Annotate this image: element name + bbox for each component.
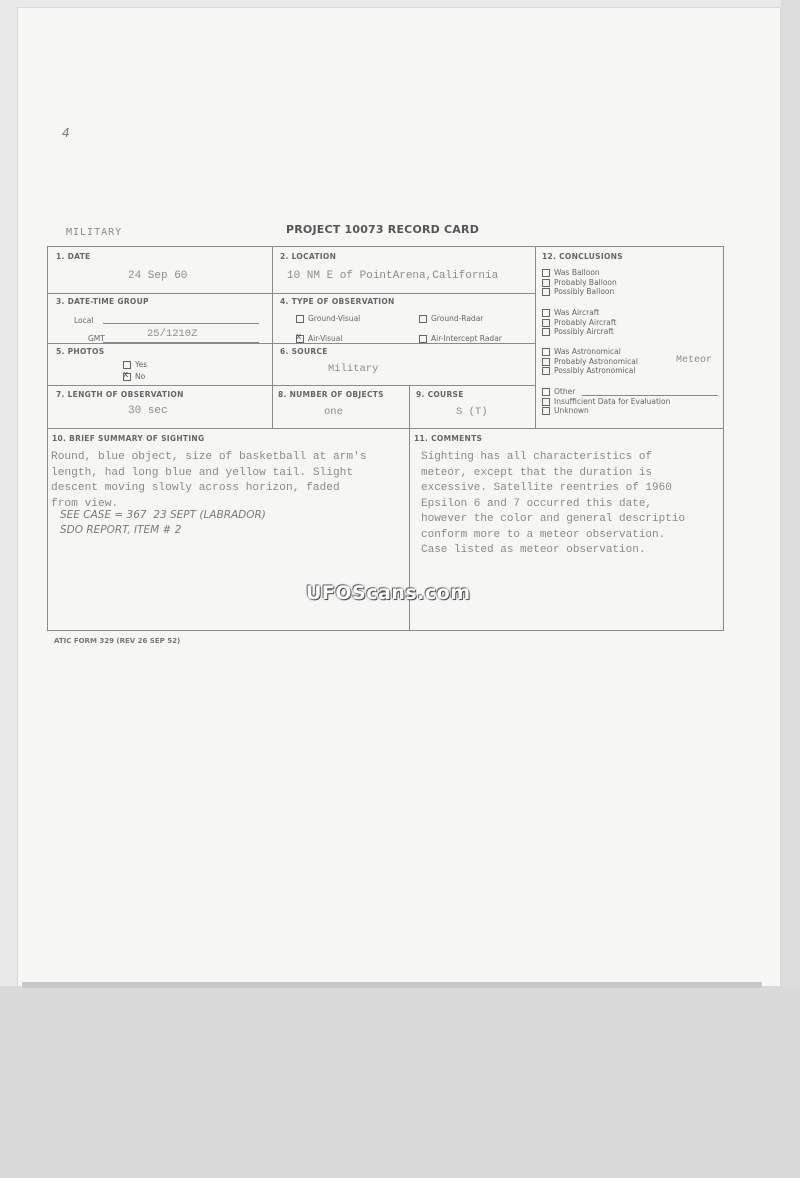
course-value: S (T) xyxy=(456,406,488,418)
course-label: 9. COURSE xyxy=(416,390,464,399)
dtg-label: 3. DATE-TIME GROUP xyxy=(56,297,149,306)
watermark: UFOScans.com xyxy=(306,582,471,604)
date-value: 24 Sep 60 xyxy=(128,270,188,282)
checkbox-icon xyxy=(542,288,550,296)
conclusion-option: Probably Astronomical xyxy=(542,357,638,367)
dtg-gmt-value: 25/1210Z xyxy=(147,328,198,340)
conclusion-option: Unknown xyxy=(542,406,670,416)
photos-no: x No xyxy=(123,370,146,381)
checkbox-icon xyxy=(419,335,427,343)
conclusion-option: Other xyxy=(542,387,670,397)
checkbox-icon xyxy=(542,269,550,277)
checkbox-icon xyxy=(542,388,550,396)
summary-text: Round, blue object, size of basketball at arm's length, had long blue and yellow tail. Slight descent moving slowly across horizon, faded from view. xyxy=(51,451,367,510)
conclusion-option: Probably Balloon xyxy=(542,278,617,288)
dtg-gmt-label: GMT xyxy=(88,334,105,343)
location-value: 10 NM E of PointArena,California xyxy=(287,270,499,282)
conclusion-annotation: Meteor xyxy=(676,355,713,366)
conclusions-balloon-group xyxy=(542,268,617,297)
checkbox-icon xyxy=(296,315,304,323)
classification-header: MILITARY xyxy=(66,227,123,238)
length-value: 30 sec xyxy=(128,405,168,417)
checkbox-icon xyxy=(542,398,550,406)
checkbox-icon xyxy=(542,309,550,317)
scan-background-bottom xyxy=(0,986,800,1178)
form-number: ATIC FORM 329 (REV 26 SEP 52) xyxy=(54,637,181,645)
dtg-local-field xyxy=(103,322,259,324)
objects-label: 8. NUMBER OF OBJECTS xyxy=(278,390,384,399)
comments-text: Sighting has all characteristics of meteor, except that the duration is excessive. Satellite reentries of 1960 Epsilon 6 and 7 occurred this date, however the color and general descriptio conform more to a meteor observation. Case listed as meteor observation. xyxy=(421,451,686,556)
length-label: 7. LENGTH OF OBSERVATION xyxy=(56,390,184,399)
conclusions-astronomical-group xyxy=(542,347,638,376)
checkbox-icon xyxy=(542,358,550,366)
obs-air-visual: x Air-Visual xyxy=(296,332,343,343)
checked-box-icon: x xyxy=(123,373,131,381)
conclusions-aircraft-group xyxy=(542,308,616,337)
card-title: PROJECT 10073 RECORD CARD xyxy=(286,223,480,236)
conclusions-label: 12. CONCLUSIONS xyxy=(542,252,623,261)
checkbox-icon xyxy=(419,315,427,323)
location-label: 2. LOCATION xyxy=(280,252,337,261)
sheet-bottom-edge xyxy=(22,982,762,988)
conclusion-option: Was Balloon xyxy=(542,268,617,278)
conclusion-option: Possibly Balloon xyxy=(542,287,617,297)
obs-ground-radar: Ground-Radar xyxy=(419,314,483,323)
conclusion-option: Was Astronomical xyxy=(542,347,638,357)
checked-box-icon: x xyxy=(296,335,304,343)
photos-label: 5. PHOTOS xyxy=(56,347,105,356)
source-label: 6. SOURCE xyxy=(280,347,328,356)
dtg-gmt-field xyxy=(103,341,259,343)
dtg-local-label: Local xyxy=(74,316,94,325)
date-label: 1. DATE xyxy=(56,252,91,261)
summary-label: 10. BRIEF SUMMARY OF SIGHTING xyxy=(52,434,205,443)
photos-yes: Yes xyxy=(123,360,147,369)
checkbox-icon xyxy=(542,319,550,327)
comments-label: 11. COMMENTS xyxy=(414,434,483,443)
objects-value: one xyxy=(324,406,343,418)
conclusion-option: Insufficient Data for Evaluation xyxy=(542,397,670,407)
observation-type-label: 4. TYPE OF OBSERVATION xyxy=(280,297,395,306)
checkbox-icon xyxy=(542,367,550,375)
obs-ground-visual: Ground-Visual xyxy=(296,314,360,323)
summary-handwritten-note: SEE CASE = 367 23 SEPT (LABRADOR) SDO REPORT, ITEM # 2 xyxy=(60,509,266,536)
conclusion-option: Possibly Aircraft xyxy=(542,327,616,337)
conclusion-option: Probably Aircraft xyxy=(542,318,616,328)
conclusion-option: Was Aircraft xyxy=(542,308,616,318)
conclusions-other-group xyxy=(542,387,670,416)
checkbox-icon xyxy=(542,279,550,287)
checkbox-icon xyxy=(542,348,550,356)
conclusion-option: Possibly Astronomical xyxy=(542,366,638,376)
obs-air-intercept-radar: Air-Intercept Radar xyxy=(419,334,502,343)
checkbox-icon xyxy=(542,328,550,336)
checkbox-icon xyxy=(123,361,131,369)
checkbox-icon xyxy=(542,407,550,415)
page-mark: 4 xyxy=(62,126,70,140)
source-value: Military xyxy=(328,363,379,375)
other-line xyxy=(582,394,718,396)
